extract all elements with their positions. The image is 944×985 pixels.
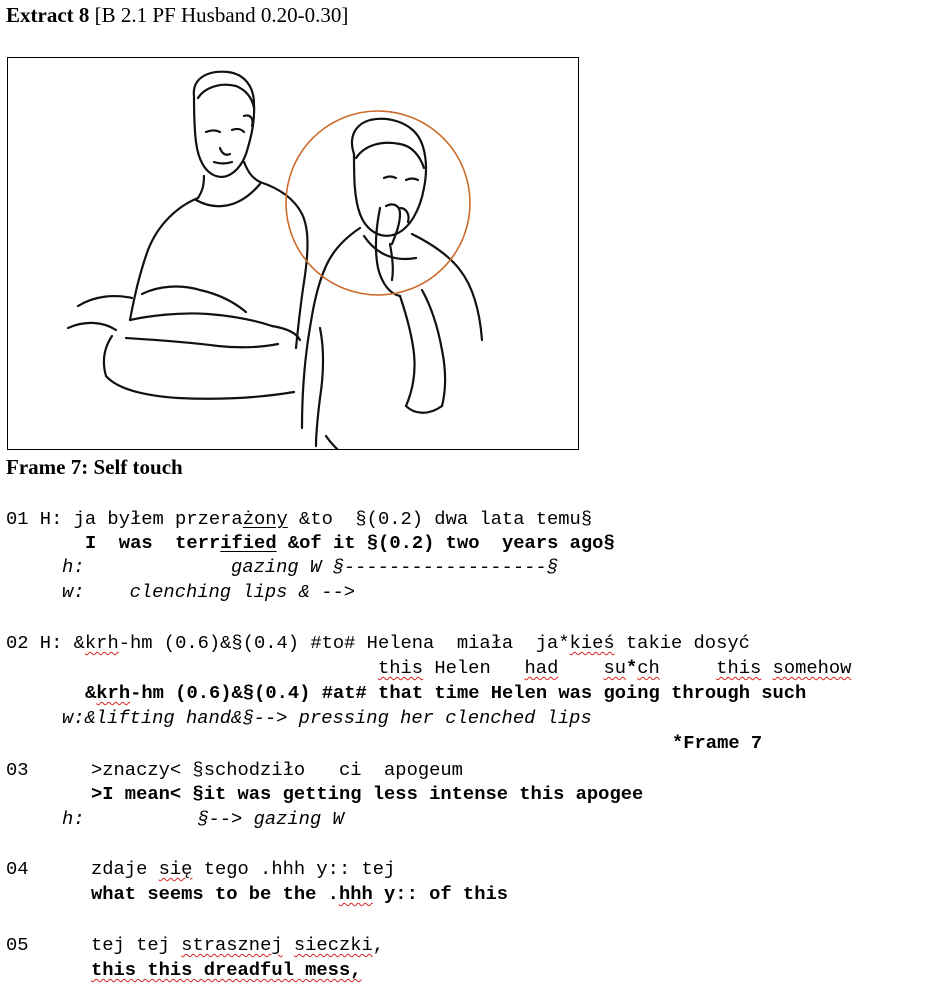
line-02-gloss: this Helen had su*ch this somehow: [378, 657, 852, 679]
man-figure: [68, 72, 308, 399]
line-04-number: 04: [6, 858, 29, 880]
figure-caption: Frame 7: Self touch: [6, 455, 183, 479]
woman-figure: [302, 119, 482, 450]
extract-heading: [6, 3, 348, 28]
line-02-w-gesture: w:&lifting hand&§--> pressing her clenched lips: [62, 707, 592, 729]
line-04-polish: zdaje się tego .hhh y:: tej: [91, 858, 396, 880]
extract-source: [B 2.1 PF Husband 0.20-0.30]: [94, 3, 349, 27]
line-03-english: >I mean< §it was getting less intense this apogee: [91, 783, 644, 805]
line-05-polish: tej tej strasznej sieczki,: [91, 934, 385, 956]
line-02-polish: 02 H: &krh-hm (0.6)&§(0.4) #to# Helena miała ja*kieś takie dosyć: [6, 632, 750, 654]
line-01-polish: 01 H: ja byłem przerażony &to §(0.2) dwa lata temu§: [6, 508, 593, 530]
line-01-h-gaze: h: gazing W §------------------§: [62, 556, 558, 578]
frame-illustration: [7, 57, 579, 450]
line-03-polish: >znaczy< §schodziło ci apogeum: [91, 759, 463, 781]
line-drawing: [8, 58, 579, 450]
line-05-english: this this dreadful mess,: [91, 959, 362, 981]
line-02-english: &krh-hm (0.6)&§(0.4) #at# that time Helen was going through such: [85, 682, 807, 704]
line-03-h-gaze: h: §--> gazing W: [62, 808, 344, 830]
line-number: 02 H:: [6, 632, 74, 654]
frame-marker: *Frame 7: [672, 732, 763, 754]
line-01-english: I was terrified &of it §(0.2) two years ago§: [85, 532, 615, 554]
line-number: 01 H:: [6, 508, 74, 530]
line-05-number: 05: [6, 934, 29, 956]
line-03-number: 03: [6, 759, 29, 781]
line-01-w-gesture: w: clenching lips & -->: [62, 581, 356, 603]
extract-label: Extract 8: [6, 3, 90, 27]
line-04-english: what seems to be the .hhh y:: of this: [91, 883, 509, 905]
